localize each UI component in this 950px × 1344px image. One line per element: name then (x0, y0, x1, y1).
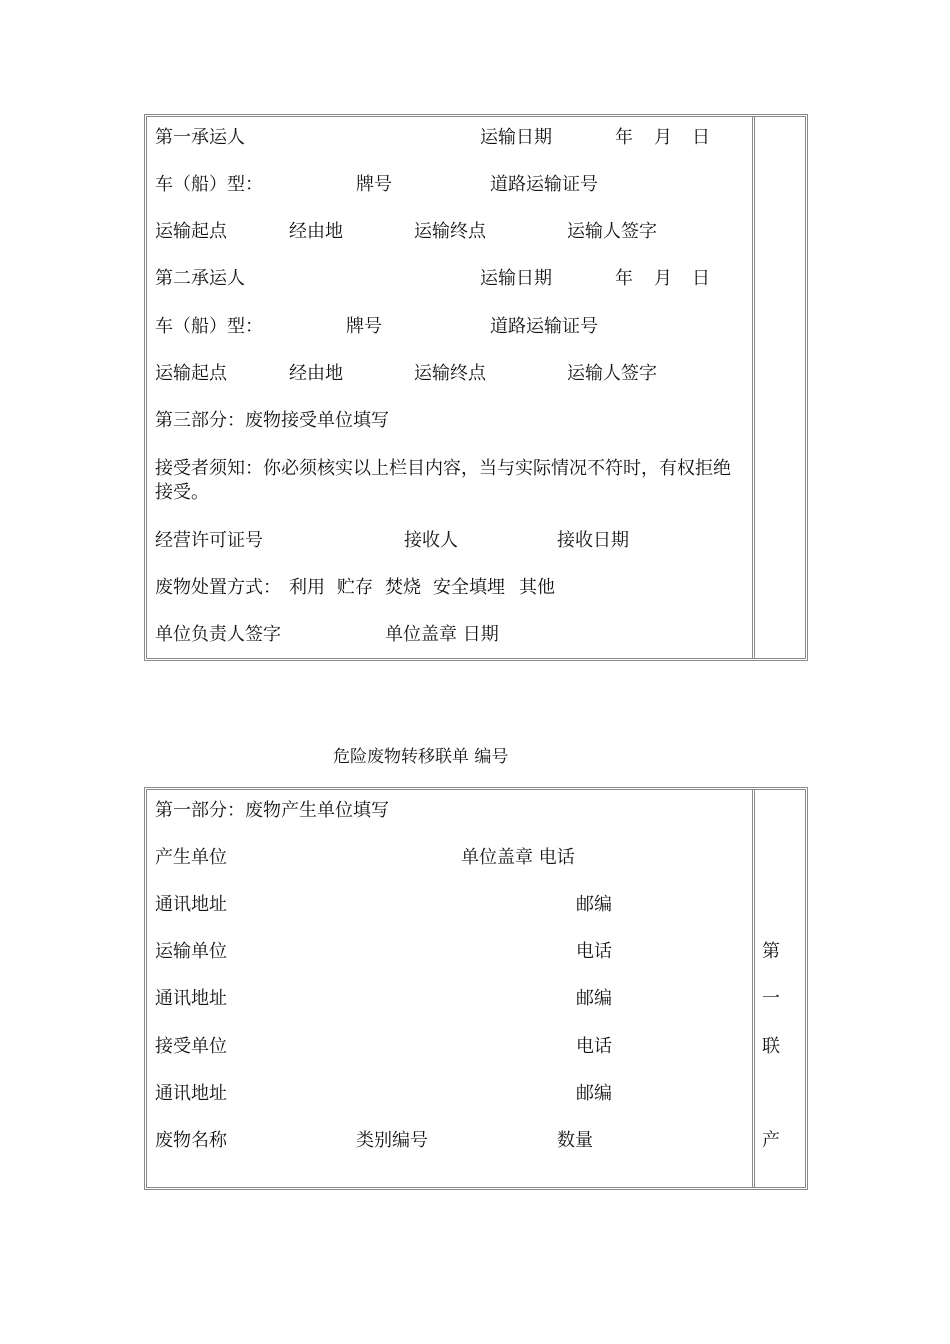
part3-heading: 第三部分：废物接受单位填写 (155, 410, 389, 431)
vehicle-type-label-2: 车（船）型： (155, 316, 263, 337)
route-end-label-2: 运输终点 (414, 363, 486, 384)
receiver-notice: 接受者须知：你必须核实以上栏目内容，当与实际情况不符时，有权拒绝接受。 (155, 458, 731, 503)
disposal-option-storage: 贮存 (337, 577, 373, 598)
part1-heading: 第一部分：废物产生单位填写 (155, 800, 389, 821)
disposal-option-landfill: 安全填埋 (433, 577, 505, 598)
first-carrier-month: 月 (654, 127, 672, 148)
producer-postcode-label: 邮编 (576, 894, 612, 915)
first-carrier-label: 第一承运人 (155, 127, 245, 148)
second-carrier-month: 月 (654, 268, 672, 289)
transporter-unit-label: 运输单位 (155, 941, 227, 962)
first-carrier-day: 日 (692, 127, 710, 148)
unit-seal-date-label: 单位盖章 日期 (385, 624, 499, 645)
second-carrier-date-label: 运输日期 (480, 268, 552, 289)
copy-label-char-1: 第 (762, 941, 780, 962)
second-carrier-label: 第二承运人 (155, 268, 245, 289)
receiver-unit-label: 接受单位 (155, 1036, 227, 1057)
receive-date-label: 接收日期 (557, 530, 629, 551)
disposal-method-label: 废物处置方式： (155, 577, 281, 598)
copy-label-char-2: 一 (762, 988, 780, 1009)
business-license-label: 经营许可证号 (155, 530, 263, 551)
copy-label-char-4: 产 (762, 1130, 780, 1151)
producer-address-label: 通讯地址 (155, 894, 227, 915)
side-column-divider (752, 117, 755, 658)
disposal-option-incineration: 焚烧 (385, 577, 421, 598)
receiver-person-label: 接收人 (404, 530, 458, 551)
first-carrier-year: 年 (615, 127, 633, 148)
plate-number-label: 牌号 (356, 174, 392, 195)
receiver-postcode-label: 邮编 (576, 1083, 612, 1104)
second-carrier-day: 日 (692, 268, 710, 289)
producer-seal-phone-label: 单位盖章 电话 (461, 847, 575, 868)
transporter-postcode-label: 邮编 (576, 988, 612, 1009)
form-title: 危险废物转移联单 编号 (333, 747, 509, 767)
route-via-label-2: 经由地 (289, 363, 343, 384)
transporter-phone-label: 电话 (576, 941, 612, 962)
transporter-signature-label: 运输人签字 (567, 221, 657, 242)
transporter-address-label: 通讯地址 (155, 988, 227, 1009)
receiver-phone-label: 电话 (576, 1036, 612, 1057)
route-start-label-2: 运输起点 (155, 363, 227, 384)
unit-head-signature-label: 单位负责人签字 (155, 624, 281, 645)
second-carrier-year: 年 (615, 268, 633, 289)
copy-label-char-3: 联 (762, 1036, 780, 1057)
road-permit-label-2: 道路运输证号 (490, 316, 598, 337)
route-end-label: 运输终点 (414, 221, 486, 242)
route-via-label: 经由地 (289, 221, 343, 242)
route-start-label: 运输起点 (155, 221, 227, 242)
waste-category-label: 类别编号 (356, 1130, 428, 1151)
first-carrier-date-label: 运输日期 (480, 127, 552, 148)
road-permit-label: 道路运输证号 (490, 174, 598, 195)
copy-column-divider (752, 790, 755, 1187)
receiver-address-label: 通讯地址 (155, 1083, 227, 1104)
waste-name-label: 废物名称 (155, 1130, 227, 1151)
transporter-signature-label-2: 运输人签字 (567, 363, 657, 384)
disposal-option-other: 其他 (519, 577, 555, 598)
disposal-option-reuse: 利用 (289, 577, 325, 598)
vehicle-type-label: 车（船）型： (155, 174, 263, 195)
producer-unit-label: 产生单位 (155, 847, 227, 868)
waste-quantity-label: 数量 (557, 1130, 593, 1151)
plate-number-label-2: 牌号 (346, 316, 382, 337)
